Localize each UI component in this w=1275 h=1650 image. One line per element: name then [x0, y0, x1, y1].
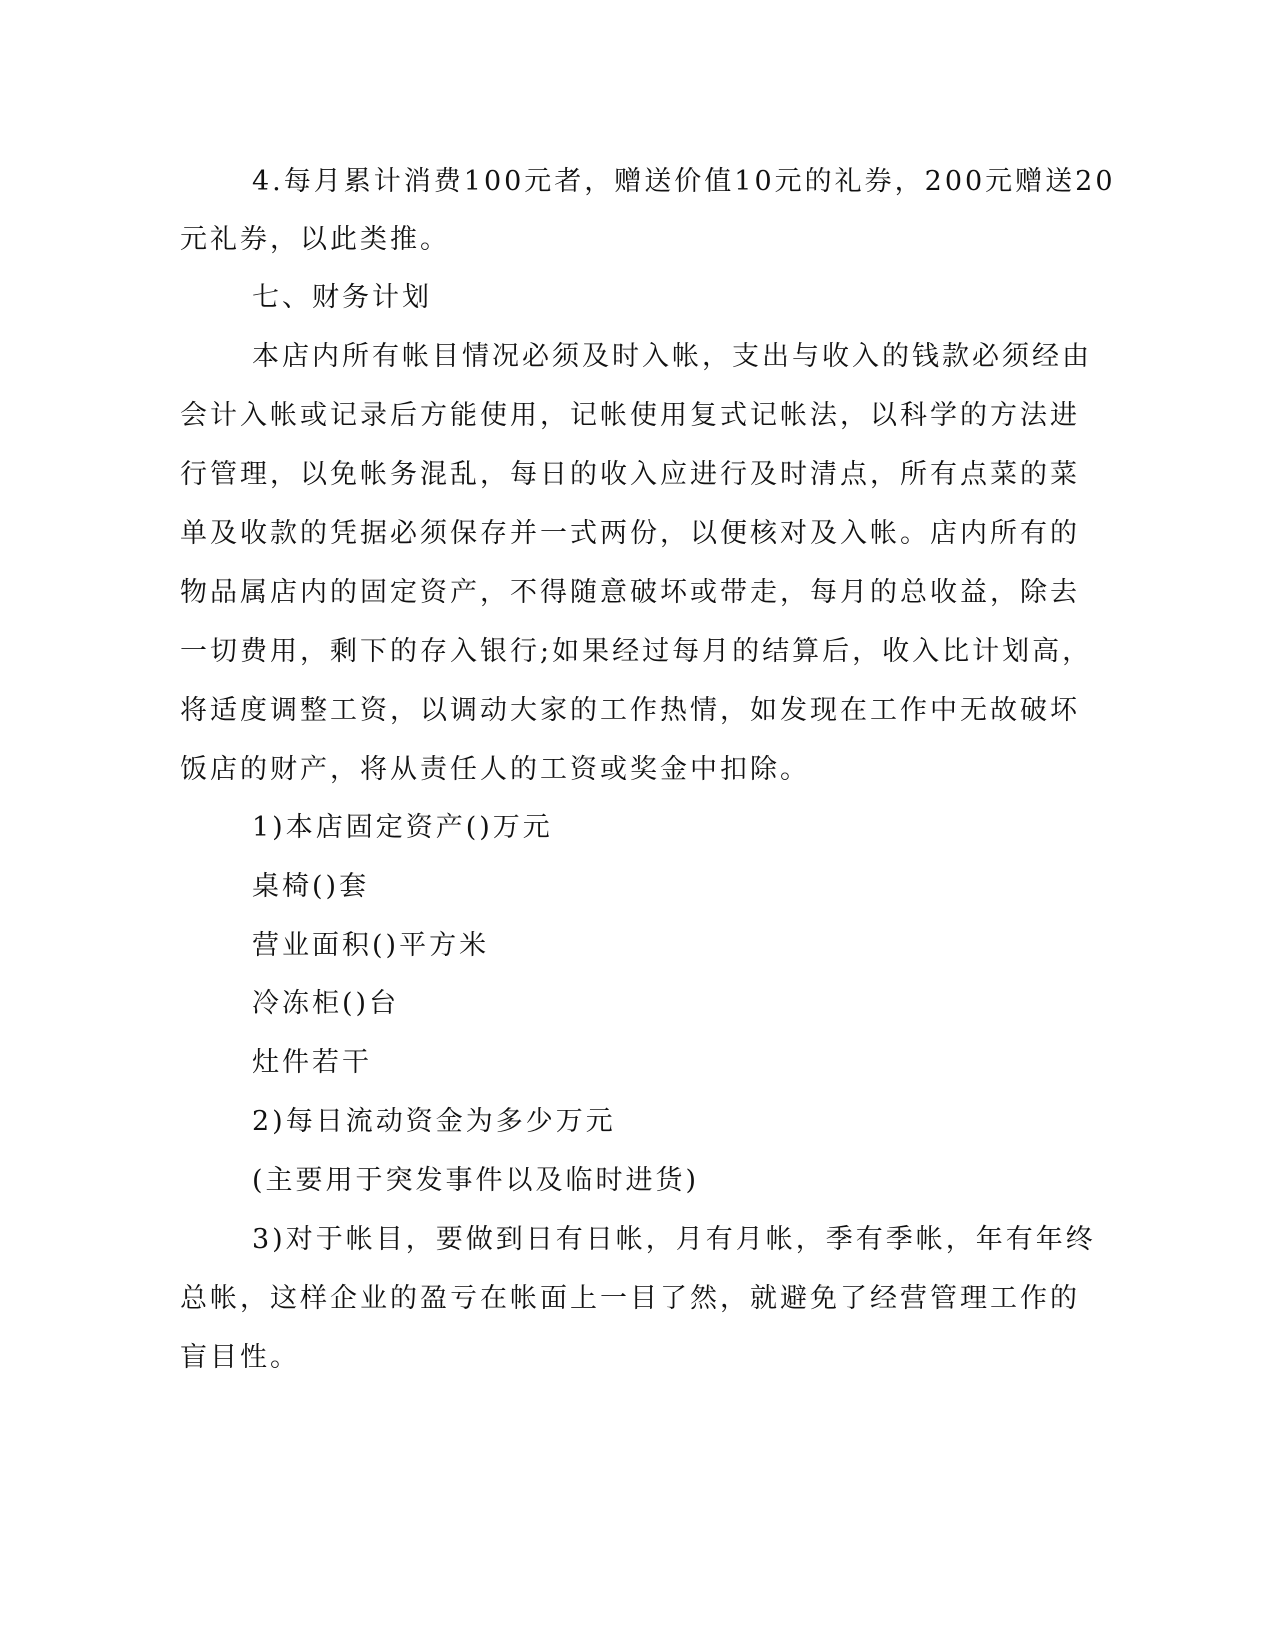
list-item-business-area: 营业面积()平方米 — [252, 930, 490, 961]
paragraph-gift-voucher-line-2: 元礼券，以此类推。 — [180, 224, 450, 255]
paragraph-accounts-line-3: 行管理，以免帐务混乱，每日的收入应进行及时清点，所有点菜的菜 — [180, 459, 1080, 490]
list-item-freezers: 冷冻柜()台 — [252, 988, 400, 1019]
paragraph-accounts-line-7: 将适度调整工资，以调动大家的工作热情，如发现在工作中无故破坏 — [180, 695, 1080, 726]
paragraph-ledger-line-3: 盲目性。 — [180, 1342, 300, 1373]
list-item-fixed-assets: 1)本店固定资产()万元 — [252, 812, 553, 843]
paragraph-ledger-line-1: 3)对于帐目，要做到日有日帐，月有月帐，季有季帐，年有年终 — [252, 1224, 1096, 1255]
section-heading-financial-plan: 七、财务计划 — [252, 282, 432, 313]
paragraph-accounts-line-2: 会计入帐或记录后方能使用，记帐使用复式记帐法，以科学的方法进 — [180, 400, 1080, 431]
paragraph-accounts-line-5: 物品属店内的固定资产，不得随意破坏或带走，每月的总收益，除去 — [180, 577, 1080, 608]
paragraph-gift-voucher-line-1: 4.每月累计消费100元者，赠送价值10元的礼券，200元赠送20 — [252, 166, 1116, 197]
paragraph-accounts-line-4: 单及收款的凭据必须保存并一式两份，以便核对及入帐。店内所有的 — [180, 518, 1080, 549]
paragraph-accounts-line-6: 一切费用，剩下的存入银行;如果经过每月的结算后，收入比计划高， — [180, 636, 1093, 667]
list-item-tables-chairs: 桌椅()套 — [252, 871, 370, 902]
paragraph-ledger-line-2: 总帐，这样企业的盈亏在帐面上一目了然，就避免了经营管理工作的 — [180, 1283, 1080, 1314]
paragraph-accounts-line-1: 本店内所有帐目情况必须及时入帐，支出与收入的钱款必须经由 — [252, 341, 1092, 372]
paragraph-accounts-line-8: 饭店的财产，将从责任人的工资或奖金中扣除。 — [180, 754, 810, 785]
list-item-stoves: 灶件若干 — [252, 1047, 372, 1078]
list-item-working-capital-note: (主要用于突发事件以及临时进货) — [252, 1165, 700, 1196]
list-item-working-capital: 2)每日流动资金为多少万元 — [252, 1106, 616, 1137]
